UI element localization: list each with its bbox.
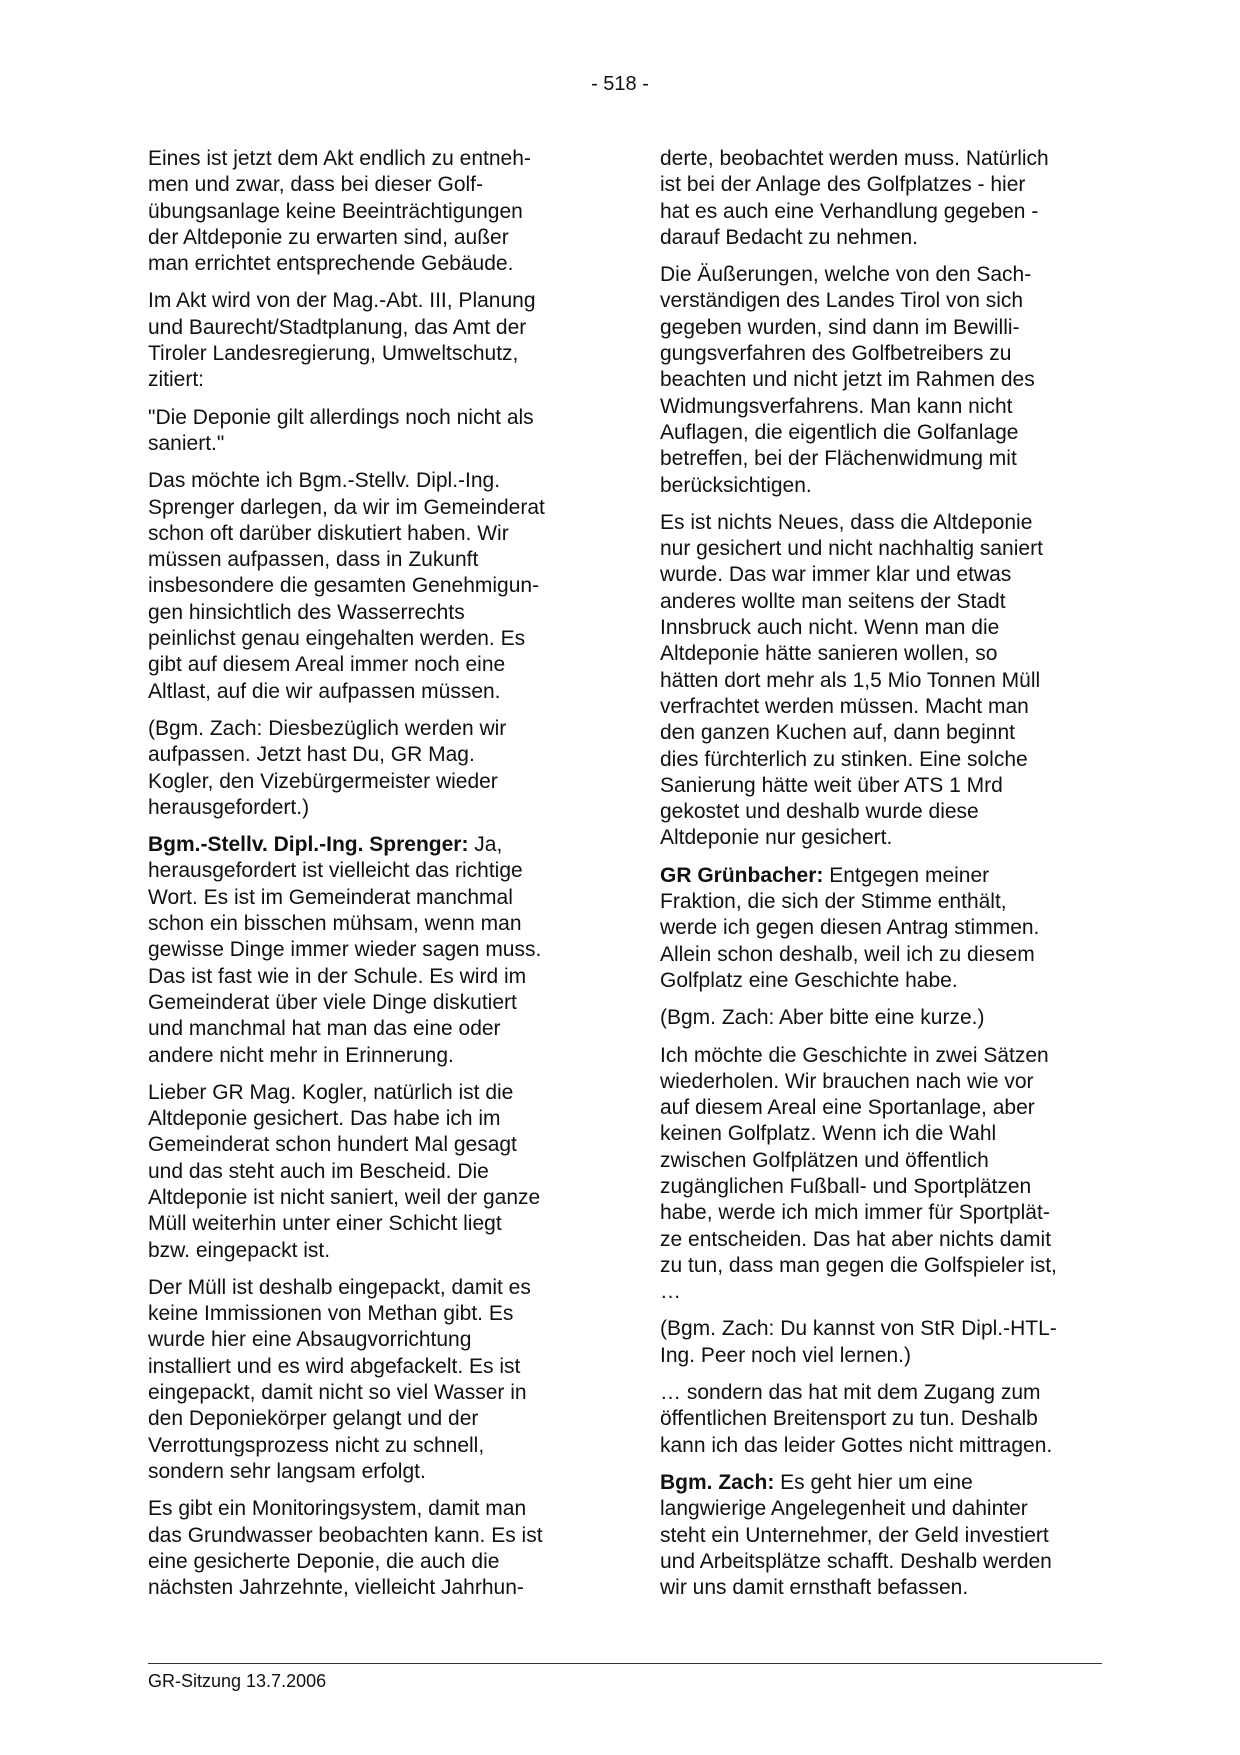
paragraph [148,832,588,1069]
paragraph-text: Entgegen meiner Fraktion, die sich der Stimme enthält, werde ich gegen diesen Antrag stimmen. Allein schon deshalb, weil ich zu diesem Golfplatz eine Geschichte habe. [660,863,1040,992]
paragraph-text: "Die Deponie gilt allerdings noch nicht als saniert." [148,405,534,455]
paragraph [660,1005,1110,1031]
paragraph [660,863,1110,994]
paragraph-text: Das möchte ich Bgm.-Stellv. Dipl.-Ing. Sprenger darlegen, da wir im Gemeinderat schon oft darüber diskutiert haben. Wir müssen aufpassen, dass in Zukunft insbesondere die gesamten Genehmigun- gen hinsichtlich des Wasserrechts peinlichst genau eingehalten werden. Es gibt auf diesem Areal immer noch eine Altlast, auf die wir aufpassen müssen. [148,469,545,703]
paragraph-text: Im Akt wird von der Mag.-Abt. III, Planung und Baurecht/Stadtplanung, das Amt der Tiroler Landesregierung, Umweltschutz, zitiert: [148,289,536,392]
paragraph [148,1080,588,1264]
paragraph [660,1043,1110,1306]
speaker-name: GR Grünbacher: [660,863,824,887]
paragraph [148,1496,588,1601]
paragraph-text: (Bgm. Zach: Du kannst von StR Dipl.-HTL- Ing. Peer noch viel lernen.) [660,1317,1057,1367]
paragraph-text: Ja, herausgefordert ist vielleicht das richtige Wort. Es ist im Gemeinderat manchmal schon ein bisschen mühsam, wenn man gewisse Dinge immer wieder sagen muss. Das ist fast wie in der Schule. Es wird im Gemeinderat über viele Dinge diskutiert und manchmal hat man das eine oder andere nicht mehr in Erinnerung. [148,833,542,1067]
page-number: - 518 - [591,73,649,95]
paragraph [148,405,588,458]
paragraph-text: derte, beobachtet werden muss. Natürlich ist bei der Anlage des Golfplatzes - hier hat es auch eine Verhandlung gegeben - darauf Bedacht zu nehmen. [660,147,1049,249]
paragraph-text: … sondern das hat mit dem Zugang zum öffentlichen Breitensport zu tun. Deshalb kann ich das leider Gottes nicht mittragen. [660,1381,1053,1457]
speaker-name: Bgm.-Stellv. Dipl.-Ing. Sprenger: [148,833,469,857]
paragraph-text: (Bgm. Zach: Diesbezüglich werden wir aufpassen. Jetzt hast Du, GR Mag. Kogler, den Vizebürgermeister wieder herausgefordert.) [148,716,507,819]
paragraph [148,146,588,277]
paragraph [660,1470,1110,1601]
paragraph [660,510,1110,852]
paragraph [148,1275,588,1485]
paragraph [660,146,1110,251]
paragraph [148,468,588,705]
paragraph-text: Die Äußerungen, welche von den Sach- verständigen des Landes Tirol von sich gegeben wurden, sind dann im Bewilli- gungsverfahren des Golfbetreibers zu beachten und nicht jetzt im Rahmen des Widmungsverfahrens. Man kann nicht Auflagen, die eigentlich die Golfanlage betreffen, bei der Flächenwidmung mit berücksichtigen. [660,263,1035,497]
right-column [660,146,1110,1612]
paragraph-text: Es ist nichts Neues, dass die Altdeponie nur gesichert und nicht nachhaltig saniert wurde. Das war immer klar und etwas anderes wollte man seitens der Stadt Innsbruck auch nicht. Wenn man die Altdeponie hätte sanieren wollen, so hätten dort mehr als 1,5 Mio Tonnen Müll verfrachtet werden müssen. Macht man den ganzen Kuchen auf, dann beginnt dies fürchterlich zu stinken. Eine solche Sanierung hätte weit über ATS 1 Mrd gekostet und deshalb wurde diese Altdeponie nur gesichert. [660,510,1043,850]
paragraph-text: Es geht hier um eine langwierige Angelegenheit und dahinter steht ein Unternehmer, der Geld investiert und Arbeitsplätze schafft. Deshalb werden wir uns damit ernsthaft befassen. [660,1470,1052,1600]
paragraph-text: Ich möchte die Geschichte in zwei Sätzen wiederholen. Wir brauchen nach wie vor auf diesem Areal eine Sportanlage, aber keinen Golfplatz. Wenn ich die Wahl zwischen Golfplätzen und öffentlich zugänglichen Fußball- und Sportplätzen habe, werde ich mich immer für Sportplät- ze entscheiden. Das hat aber nichts damit zu tun, dass man gegen die Golfspieler ist, … [660,1043,1057,1304]
paragraph-text: Es gibt ein Monitoringsystem, damit man das Grundwasser beobachten kann. Es ist eine gesicherte Deponie, die auch die nächsten Jahrzehnte, vielleicht Jahrhun- [148,1497,543,1600]
left-column [148,146,588,1612]
paragraph-text: Eines ist jetzt dem Akt endlich zu entneh- men und zwar, dass bei dieser Golf- übungsanlage keine Beeinträchtigungen der Altdeponie zu erwarten sind, außer man errichtet entsprechende Gebäude. [148,147,531,276]
paragraph [660,1316,1110,1369]
speaker-name: Bgm. Zach: [660,1470,775,1494]
paragraph [660,1380,1110,1459]
paragraph [148,716,588,821]
paragraph-text: Lieber GR Mag. Kogler, natürlich ist die Altdeponie gesichert. Das habe ich im Gemeinderat schon hundert Mal gesagt und das steht auch im Bescheid. Die Altdeponie ist nicht saniert, weil der ganze Müll weiterhin unter einer Schicht liegt bzw. eingepackt ist. [148,1080,541,1262]
paragraph-text: (Bgm. Zach: Aber bitte eine kurze.) [660,1006,985,1030]
paragraph-text: Der Müll ist deshalb eingepackt, damit es keine Immissionen von Methan gibt. Es wurde hier eine Absaugvorrichtung installiert und es wird abgefackelt. Es ist eingepackt, damit nicht so viel Wasser in den Deponiekörper gelangt und der Verrottungsprozess nicht zu schnell, sondern sehr langsam erfolgt. [148,1275,531,1483]
paragraph [660,262,1110,499]
footer-divider [148,1663,1102,1664]
paragraph [148,288,588,393]
footer-session-date: GR-Sitzung 13.7.2006 [148,1671,327,1691]
